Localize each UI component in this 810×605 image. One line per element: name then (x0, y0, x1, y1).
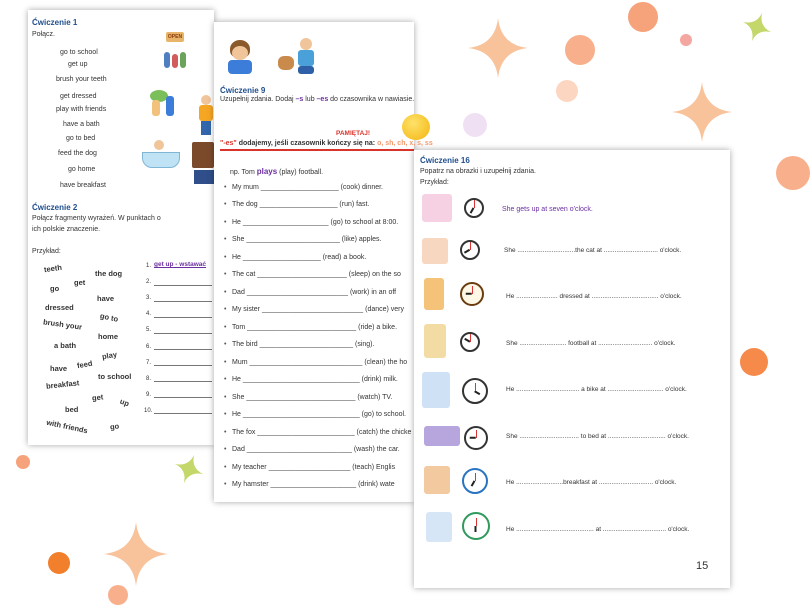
decor-circle (565, 35, 595, 65)
clock-icon (464, 198, 484, 218)
decor-star (174, 454, 204, 484)
exercise-1-instruction: Połącz. (32, 31, 55, 38)
worksheet-page-2 (214, 22, 433, 502)
example-sentence: She gets up at seven o'clock. (502, 206, 593, 213)
school-sign-illustration (162, 32, 188, 70)
ex1-item: brush your teeth (56, 76, 107, 83)
fill-sentence[interactable]: • The fox _________________________ (catch) the chicke (232, 429, 411, 436)
exercise-1-title: Ćwiczenie 1 (32, 18, 78, 27)
fill-sentence[interactable]: • The dog ____________________ (run) fast. (232, 201, 369, 208)
ex1-item: go to school (60, 49, 98, 56)
word-fragment: with friends (45, 417, 89, 436)
fill-sentence[interactable]: • The cat _______________________ (sleep) on the so (232, 271, 401, 278)
decor-star (468, 18, 528, 78)
decor-star (672, 82, 732, 142)
rule-es: "-es" (220, 140, 237, 147)
bed-illustration (192, 142, 214, 186)
answer-line-number: 4. (146, 311, 152, 317)
exercise-2-title: Ćwiczenie 2 (32, 203, 78, 212)
answer-line-number: 2. (146, 279, 152, 285)
example-label: Przykład: (420, 179, 449, 186)
exercise-2-instruction-2: ich polskie znaczenie. (32, 226, 101, 233)
boy-brushing-teeth-illustration (222, 38, 258, 74)
word-fragment: to school (98, 372, 132, 381)
bed-illustration (424, 426, 460, 446)
exercise-16-instruction: Popatrz na obrazki i uzupełnij zdania. (420, 168, 536, 175)
word-fragment: feed (76, 358, 94, 371)
clock-icon (462, 468, 488, 494)
decor-circle (628, 2, 658, 32)
exercise-2-instruction: Połącz fragmenty wyrażeń. W punktach o (32, 215, 161, 222)
fill-sentence[interactable]: • He ______________________ (go) to school at 8:00. (232, 219, 398, 226)
answer-line-number: 8. (146, 376, 152, 382)
clock-icon (464, 426, 488, 450)
fill-sentence[interactable]: • My hamster ______________________ (drink) wate (232, 481, 395, 488)
fill-sentence[interactable]: • He ____________________ (read) a book. (232, 254, 366, 261)
boy-bike-illustration (422, 372, 450, 408)
boy-bath-illustration (142, 138, 178, 170)
word-fragment: teeth (43, 262, 63, 275)
thinking-emoji-icon (402, 114, 430, 140)
clock-icon (462, 378, 488, 404)
word-fragment: home (98, 332, 119, 341)
decor-circle (680, 34, 692, 46)
example-verb: plays (256, 167, 278, 176)
word-fragment: get (74, 278, 86, 287)
boy-breakfast-illustration (424, 466, 450, 494)
word-fragment: a bath (54, 341, 77, 350)
answer-example: get up - wstawać (154, 261, 207, 268)
decor-star (104, 522, 168, 586)
word-fragment: play (101, 349, 118, 362)
fill-sentence[interactable]: • She ________________________ (like) apples. (232, 236, 381, 243)
instruction-text: do czasownika w nawiasie. (328, 96, 415, 103)
fill-sentence[interactable]: • Tom ____________________________ (ride) a bike. (232, 324, 397, 331)
suffix-s: –s (295, 96, 304, 103)
instruction-text: lub (303, 96, 317, 103)
ex1-item: get dressed (60, 93, 97, 100)
fill-sentence[interactable]: • Dad ___________________________ (wash) the car. (232, 446, 400, 453)
word-fragment: go to (99, 311, 120, 324)
decor-circle (48, 552, 70, 574)
fill-sentence[interactable]: • He ______________________________ (drink) milk. (232, 376, 398, 383)
word-fragment: dressed (45, 303, 74, 312)
fill-sentence[interactable]: • Dad __________________________ (work) in an off (232, 289, 396, 296)
boy-feeding-dog-illustration (276, 38, 322, 76)
decor-circle (776, 156, 810, 190)
ex1-item: get up (68, 61, 88, 68)
girl-cat-illustration (422, 238, 448, 264)
clock-icon (462, 512, 490, 540)
answer-line-number: 6. (146, 344, 152, 350)
word-fragment: go (109, 421, 120, 432)
clock-icon (460, 332, 480, 352)
ex1-item: have breakfast (60, 182, 106, 189)
suffix-es: –es (316, 96, 329, 103)
word-fragment: breakfast (45, 378, 80, 391)
answer-line-number: 1. (146, 263, 152, 269)
decor-circle (556, 80, 578, 102)
ex1-item: go home (68, 166, 96, 173)
fill-sentence[interactable]: He ................................... a bike at ............................... o'clock. (506, 386, 687, 393)
decor-circle (108, 585, 128, 605)
answer-lines[interactable] (154, 270, 212, 420)
kids-playing-illustration (146, 88, 186, 118)
girl-waking-illustration (422, 194, 452, 222)
decor-circle (740, 348, 768, 376)
answer-line-number: 9. (146, 392, 152, 398)
instruction-text: Uzupełnij zdania. Dodaj (220, 96, 296, 103)
clock-icon (460, 240, 480, 260)
word-fragment: have (97, 294, 115, 303)
open-sign: OPEN (167, 34, 183, 40)
ex1-item: have a bath (63, 121, 100, 128)
worksheet-page-1 (28, 10, 214, 445)
fill-sentence[interactable]: He ..........................breakfast at .............................. o'clock. (506, 479, 677, 486)
fill-sentence[interactable]: • My teacher _____________________ (teach) Englis (232, 464, 395, 471)
ex1-item: play with friends (56, 106, 107, 113)
example-text: (play) football. (277, 169, 324, 176)
rule-letters: o, sh, ch, x, s, ss (377, 140, 433, 147)
word-fragment: have (50, 364, 68, 373)
word-fragment: go (50, 284, 60, 293)
fill-sentence[interactable]: She ................................the cat at .............................. o'clock. (504, 247, 682, 254)
answer-line-number: 3. (146, 295, 152, 301)
rule-body: dodajemy, jeśli czasownik kończy się na: (236, 140, 378, 147)
fill-sentence[interactable]: She .......................... football at .............................. o'clock. (506, 340, 676, 347)
word-fragment: get (91, 392, 104, 403)
fill-sentence[interactable]: • Mum _____________________________ (clean) the ho (232, 359, 407, 366)
example-sentence (230, 167, 323, 176)
fill-sentence[interactable]: She ................................. to bed at ................................ o'clock. (506, 433, 689, 440)
exercise-9-instruction (220, 96, 414, 103)
fill-sentence[interactable]: He ........................................... at ................................... o'clock. (506, 526, 690, 533)
boy-football-illustration (424, 324, 446, 358)
remember-label: PAMIĘTAJ! (336, 130, 371, 137)
fill-sentence[interactable]: • My sister __________________________ (dance) very (232, 306, 404, 313)
word-fragment: brush your (42, 317, 83, 332)
worksheet-page-3 (414, 150, 730, 588)
boy-running-illustration (426, 512, 452, 542)
ex1-item: feed the dog (58, 150, 97, 157)
rule-underline (220, 149, 414, 151)
answer-line-number: 10. (144, 408, 153, 414)
fill-sentence[interactable]: • She ____________________________ (watch) TV. (232, 394, 392, 401)
word-fragment: the dog (95, 269, 123, 278)
fill-sentence[interactable]: • The bird ________________________ (sing). (232, 341, 374, 348)
exercise-16-title: Ćwiczenie 16 (420, 156, 470, 165)
exercise-9-title: Ćwiczenie 9 (220, 86, 266, 95)
page-number: 15 (696, 560, 709, 572)
example-text: np. Tom (230, 169, 257, 176)
decor-circle (16, 455, 30, 469)
example-label: Przykład: (32, 248, 61, 255)
word-fragment: up (118, 396, 131, 409)
fill-sentence[interactable]: He ....................... dressed at ..................................... o'clock. (506, 293, 682, 300)
boy-dressing-illustration (198, 95, 214, 135)
fill-sentence[interactable]: • My mum ____________________ (cook) dinner. (232, 184, 383, 191)
ex1-item: go to bed (66, 135, 96, 142)
boy-dressing-illustration (424, 278, 444, 310)
decor-circle (463, 113, 487, 137)
answer-line-number: 7. (146, 360, 152, 366)
decor-star (742, 12, 772, 42)
word-fragment: bed (65, 405, 79, 414)
fill-sentence[interactable]: • He ______________________________ (go) to school. (232, 411, 406, 418)
rule-text (220, 140, 433, 147)
answer-line-number: 5. (146, 327, 152, 333)
alarm-clock-icon (460, 282, 484, 306)
